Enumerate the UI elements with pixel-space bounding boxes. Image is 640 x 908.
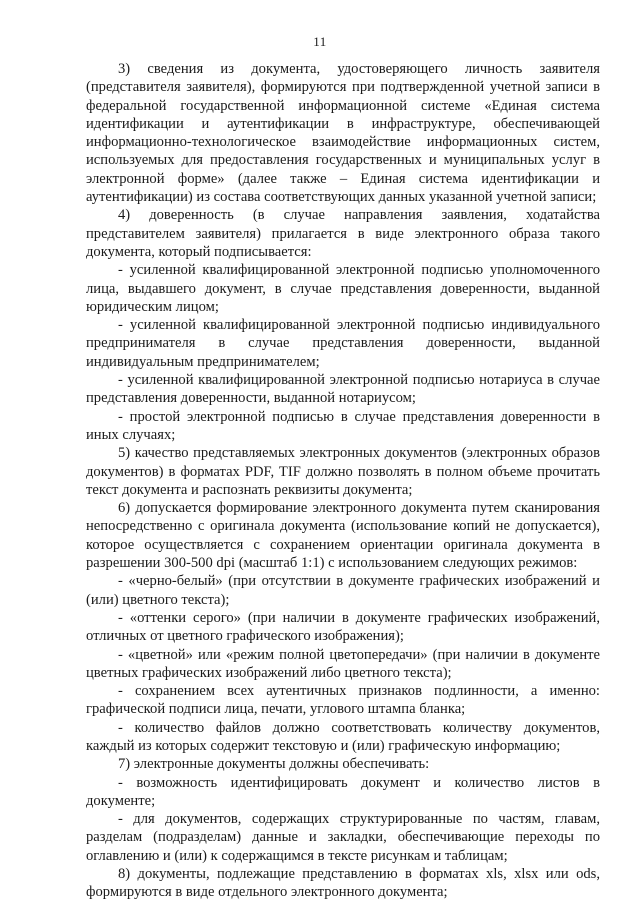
list-item-structured-documents: - для документов, содержащих структурированные по частям, главам, разделам (подразделам) данные и закладки, обеспечивающие переходы по оглавлению и (или) к содержащимся в тексте рисункам и таблицам; [86,811,600,864]
list-item-simple-signature: - простой электронной подписью в случае представления доверенности в иных случаях; [86,408,600,443]
list-item-grayscale-mode: - «оттенки серого» (при наличии в документе графических изображений, отличных от цветного графического изображения); [86,609,600,645]
list-item-black-white-mode: - «черно-белый» (при отсутствии в документе графических изображений и (или) цветного текста); [86,573,600,608]
list-item-legal-entity-signature: - усиленной квалифицированной электронной подписью уполномоченного лица, выдавшего документ, в случае представления доверенности, выданной юридическим лицом; [86,262,600,315]
list-item-entrepreneur-signature: - усиленной квалифицированной электронной подписью индивидуального предпринимателя в случае представления доверенности, выданной индивидуальным предпринимателем; [86,317,600,370]
paragraph-4-power-of-attorney: 4) доверенность (в случае направления заявления, ходатайства представителем заявителя) прилагается в виде электронного образа такого документа, который подписывается: [86,207,600,260]
list-item-identification: - возможность идентифицировать документ и количество листов в документе; [86,774,600,809]
list-item-color-mode: - «цветной» или «режим полной цветопередачи» (при наличии в документе цветных графических изображений либо цветного текста); [86,646,600,681]
list-item-authenticity-signs: - сохранением всех аутентичных признаков подлинности, а именно: графической подписи лица, печати, углового штампа бланка; [86,683,600,718]
paragraph-3-personal-data: 3) сведения из документа, удостоверяющего личность заявителя (представителя заявителя), формируются при подтвержденной учетной записи в федеральной государственной информационной системе «Единая система идентификации и аутентификации в инфраструктуре, обеспечивающей информационно-технологическое взаимодействие информационных систем, используемых для предоставления государственных и муниципальных услуг в электронной форме» (далее также – Единая система идентификации и аутентификации) из состава соответствующих данных указанной учетной записи; [86,61,600,206]
list-item-file-count: - количество файлов должно соответствовать количеству документов, каждый из которых содержит текстовую и (или) графическую информацию; [86,719,600,754]
paragraph-7-electronic-documents: 7) электронные документы должны обеспечивать: [118,756,430,773]
paragraph-6-scanning: 6) допускается формирование электронного документа путем сканирования непосредственно с оригинала документа (использование копий не допускается), которое осуществляется с сохранением ориентации оригинала документа в разрешении 300-500 dpi (масштаб 1:1) с использованием следующих режимов: [86,500,600,572]
paragraph-5-document-quality: 5) качество представляемых электронных документов (электронных образов документов) в форматах PDF, TIF должно позволять в полном объеме прочитать текст документа и распознать реквизиты документа; [86,445,600,498]
paragraph-8-spreadsheet-formats: 8) документы, подлежащие представлению в форматах xls, xlsx или ods, формируются в виде отдельного электронного документа; [86,866,600,901]
page-number: 11 [313,34,327,49]
list-item-notary-signature: - усиленной квалифицированной электронной подписью нотариуса в случае представления доверенности, выданной нотариусом; [86,372,600,407]
document-body [86,60,600,902]
